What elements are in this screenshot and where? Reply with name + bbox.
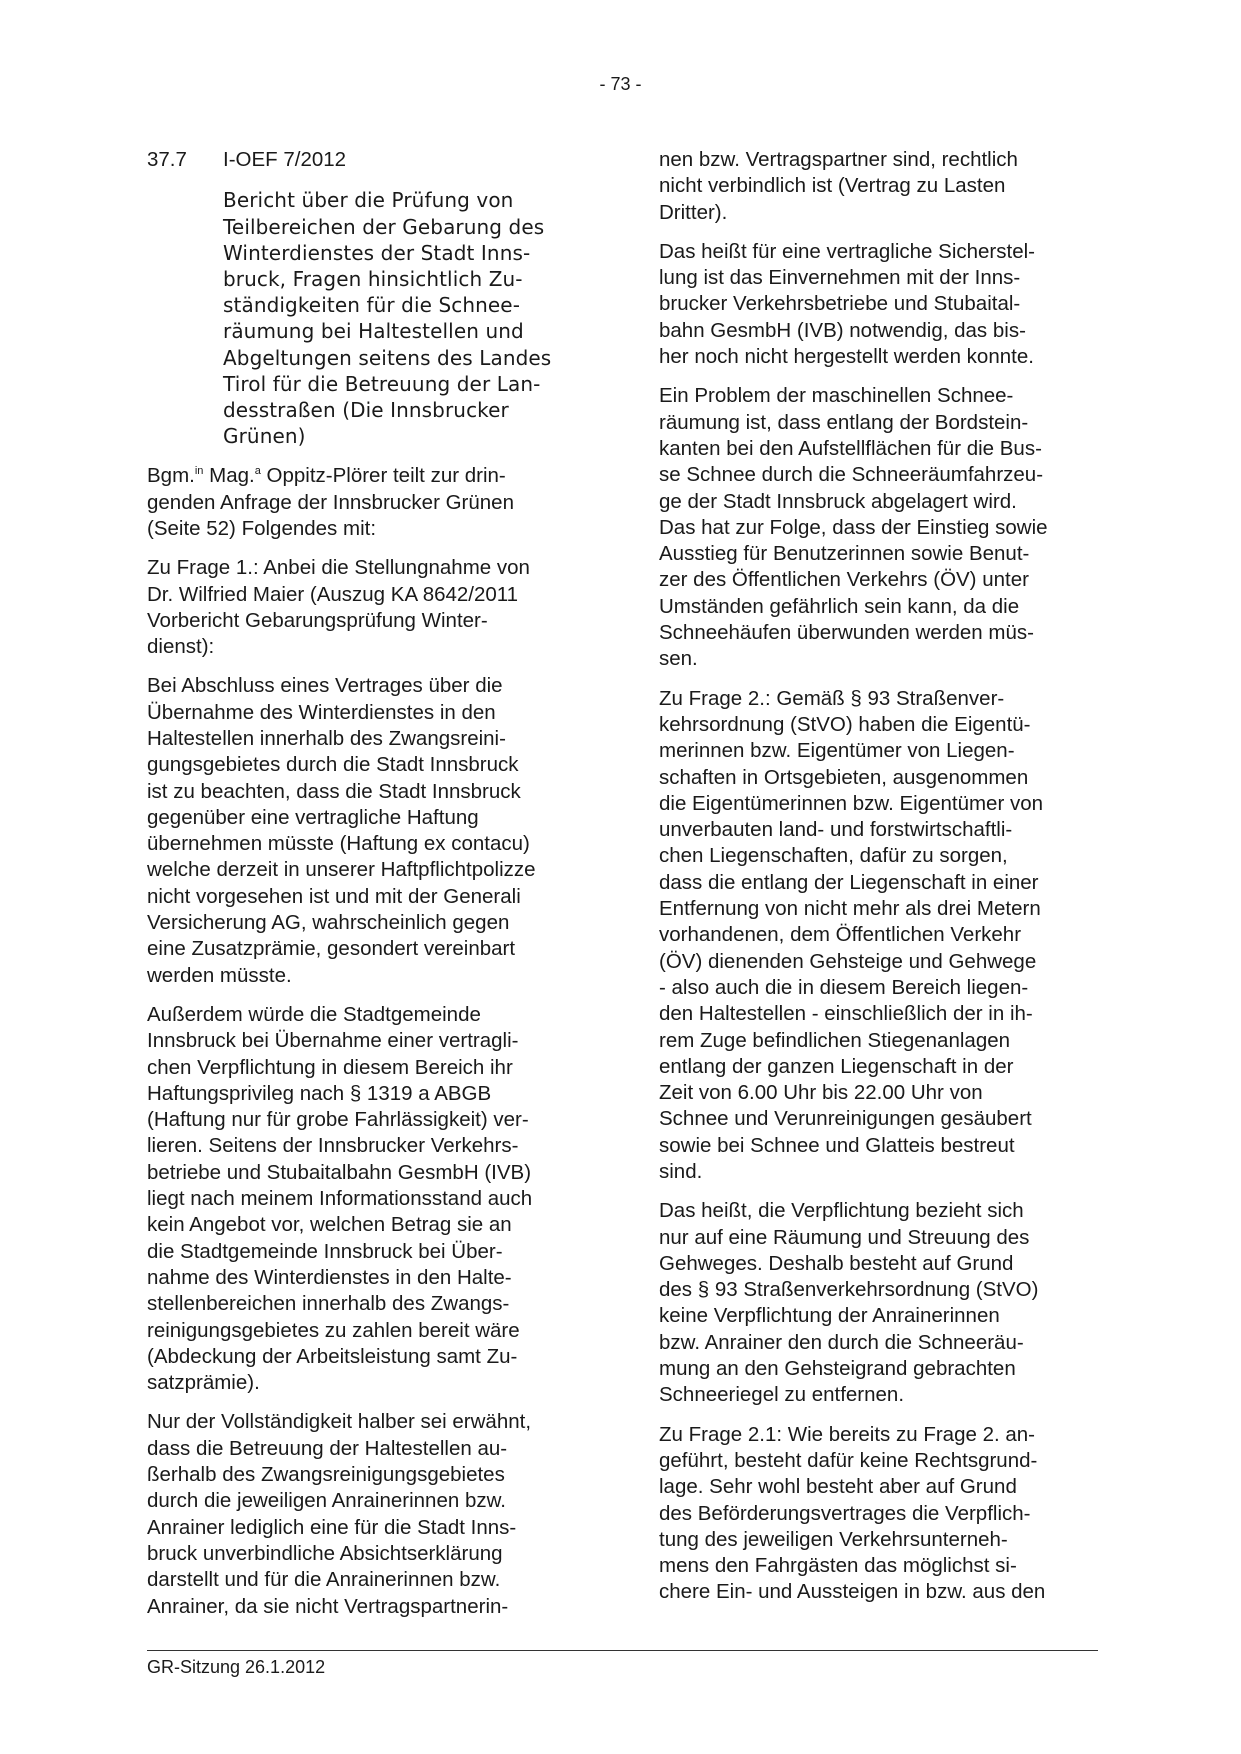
paragraph: Zu Frage 1.: Anbei die Stellungnahme von Dr. Wilfried Maier (Auszug KA 8642/2011 Vorbericht Gebarungsprüfung Winter- dienst): bbox=[147, 556, 530, 659]
title-line: Bericht über die Prüfung von bbox=[223, 188, 514, 213]
right-column bbox=[659, 147, 1099, 1619]
paragraph: Nur der Vollständigkeit halber sei erwähnt, dass die Betreuung der Haltestellen au- ßerhalb des Zwangsreinigungsgebietes durch die jeweiligen Anrainerinnen bzw. Anrainer lediglich eine für die Stadt Inns- bruck unverbindliche Absichtserklärung darstellt und für die Anrainerinnen bzw. Anrainer, da sie nicht Vertragspartnerin- bbox=[147, 1410, 532, 1618]
page-number: - 73 - bbox=[599, 74, 642, 94]
paragraph: Das heißt für eine vertragliche Sicherstel- lung ist das Einvernehmen mit der Inns- brucker Verkehrsbetriebe und Stubaital- bahn GesmbH (IVB) notwendig, das bis- her noch nicht hergestellt werden konnte. bbox=[659, 239, 1035, 369]
title-line: räumung bei Haltestellen und bbox=[223, 319, 524, 344]
intro-line: (Seite 52) Folgendes mit: bbox=[147, 516, 377, 540]
intro-line bbox=[147, 463, 587, 489]
title-line: Grünen) bbox=[223, 424, 306, 449]
title-line: Teilbereichen der Gebarung des bbox=[223, 214, 545, 239]
title-line: ständigkeiten für die Schnee- bbox=[223, 293, 521, 318]
paragraph: Außerdem würde die Stadtgemeinde Innsbruck bei Übernahme einer vertragli- chen Verpflichtung in diesem Bereich ihr Haftungsprivileg nach § 1319 a ABGB (Haftung nur für grobe Fahrlässigkeit) ver- lieren. Seitens der Innsbrucker Verkehrs- betriebe und Stubaitalbahn GesmbH (IVB) liegt nach meinem Informationsstand auch kein Angebot vor, welchen Betrag sie an die Stadtgemeinde Innsbruck bei Über- nahme des Winterdienstes in den Halte- stellenbereichen innerhalb des Zwangs- reinigungsgebietes zu zahlen bereit wäre (Abdeckung der Arbeitsleistung samt Zu- satzprämie). bbox=[147, 1002, 533, 1395]
paragraph: Ein Problem der maschinellen Schnee- räumung ist, dass entlang der Bordstein- kanten bei den Aufstellflächen für die Bus- se Schnee durch die Schneeräumfahrzeu- ge der Stadt Innsbruck abgelagert wird. Das hat zur Folge, dass der Einstieg sowie Ausstieg für Benutzerinnen sowie Benut- zer des Öffentlichen Verkehrs (ÖV) unter Umständen gefährlich sein kann, da die Schneehäufen überwunden werden müs- sen. bbox=[659, 384, 1048, 671]
footer-text: GR-Sitzung 26.1.2012 bbox=[147, 1657, 326, 1677]
paragraph: Zu Frage 2.1: Wie bereits zu Frage 2. an- geführt, besteht dafür keine Rechtsgrund- lage. Sehr wohl besteht aber auf Grund des Beförderungsvertrages die Verpflich- tung des jeweiligen Verkehrsunterneh- mens den Fahrgästen das möglichst si- chere Ein- und Aussteigen in bzw. aus den bbox=[659, 1422, 1046, 1604]
agenda-item-code: I-OEF 7/2012 bbox=[223, 148, 347, 171]
title-line: Winterdienstes der Stadt Inns- bbox=[223, 240, 531, 265]
title-line: bruck, Fragen hinsichtlich Zu- bbox=[223, 266, 523, 291]
title-line: desstraßen (Die Innsbrucker bbox=[223, 397, 509, 422]
title-line: Abgeltungen seitens des Landes bbox=[223, 345, 552, 370]
left-column bbox=[147, 147, 587, 1633]
agenda-item-number: 37.7 bbox=[147, 148, 187, 171]
title-line: Tirol für die Betreuung der Lan- bbox=[223, 371, 541, 396]
intro-mag: Mag. bbox=[203, 464, 255, 488]
agenda-item-heading bbox=[147, 147, 587, 173]
agenda-item-title bbox=[223, 187, 587, 449]
paragraph: nen bzw. Vertragspartner sind, rechtlich nicht verbindlich ist (Vertrag zu Lasten Dritter). bbox=[659, 148, 1018, 224]
intro-paragraph bbox=[147, 463, 587, 542]
paragraph: Das heißt, die Verpflichtung bezieht sich nur auf eine Räumung und Streuung des Gehweges. Deshalb besteht auf Grund des § 93 Straßenverkehrsordnung (StVO) keine Verpflichtung der Anrainerinnen bzw. Anrainer den durch die Schneeräu- mung an den Gehsteigrand gebrachten Schneeriegel zu entfernen. bbox=[659, 1199, 1039, 1407]
paragraph: Bei Abschluss eines Vertrages über die Übernahme des Winterdienstes in den Haltestellen innerhalb des Zwangsreini- gungsgebietes durch die Stadt Innsbruck ist zu beachten, dass die Stadt Innsbruck gegenüber eine vertragliche Haftung übernehmen müsste (Haftung ex contacu) welche derzeit in unserer Haftpflichtpolizze nicht vorgesehen ist und mit der Generali Versicherung AG, wahrscheinlich gegen eine Zusatzprämie, gesondert vereinbart werden müsste. bbox=[147, 674, 536, 987]
intro-bgm: Bgm. bbox=[147, 464, 195, 488]
intro-line1-rest: Oppitz-Plörer teilt zur drin- bbox=[260, 464, 506, 488]
intro-line: genden Anfrage der Innsbrucker Grünen bbox=[147, 490, 514, 514]
intro-bgm-sup: in bbox=[194, 465, 204, 478]
paragraph: Zu Frage 2.: Gemäß § 93 Straßenver- kehrsordnung (StVO) haben die Eigentü- merinnen bzw. Eigentümer von Liegen- schaften in Ortsgebieten, ausgenommen die Eigentümerinnen bzw. Eigentümer von unverbauten land- und forstwirtschaftli- chen Liegenschaften, dafür zu sorgen, dass die entlang der Liegenschaft in einer Entfernung von nicht mehr als drei Metern vorhandenen, dem Öffentlichen Verkehr (ÖV) dienenden Gehsteige und Gehwege - also auch die in diesem Bereich liegen- den Haltestellen - einschließlich der in ih- rem Zuge befindlichen Stiegenanlagen entlang der ganzen Liegenschaft in der Zeit von 6.00 Uhr bis 22.00 Uhr von Schnee und Verunreinigungen gesäubert sowie bei Schnee und Glatteis bestreut sind. bbox=[659, 686, 1044, 1183]
footer-divider bbox=[147, 1650, 1098, 1651]
intro-mag-sup: a bbox=[254, 465, 261, 478]
